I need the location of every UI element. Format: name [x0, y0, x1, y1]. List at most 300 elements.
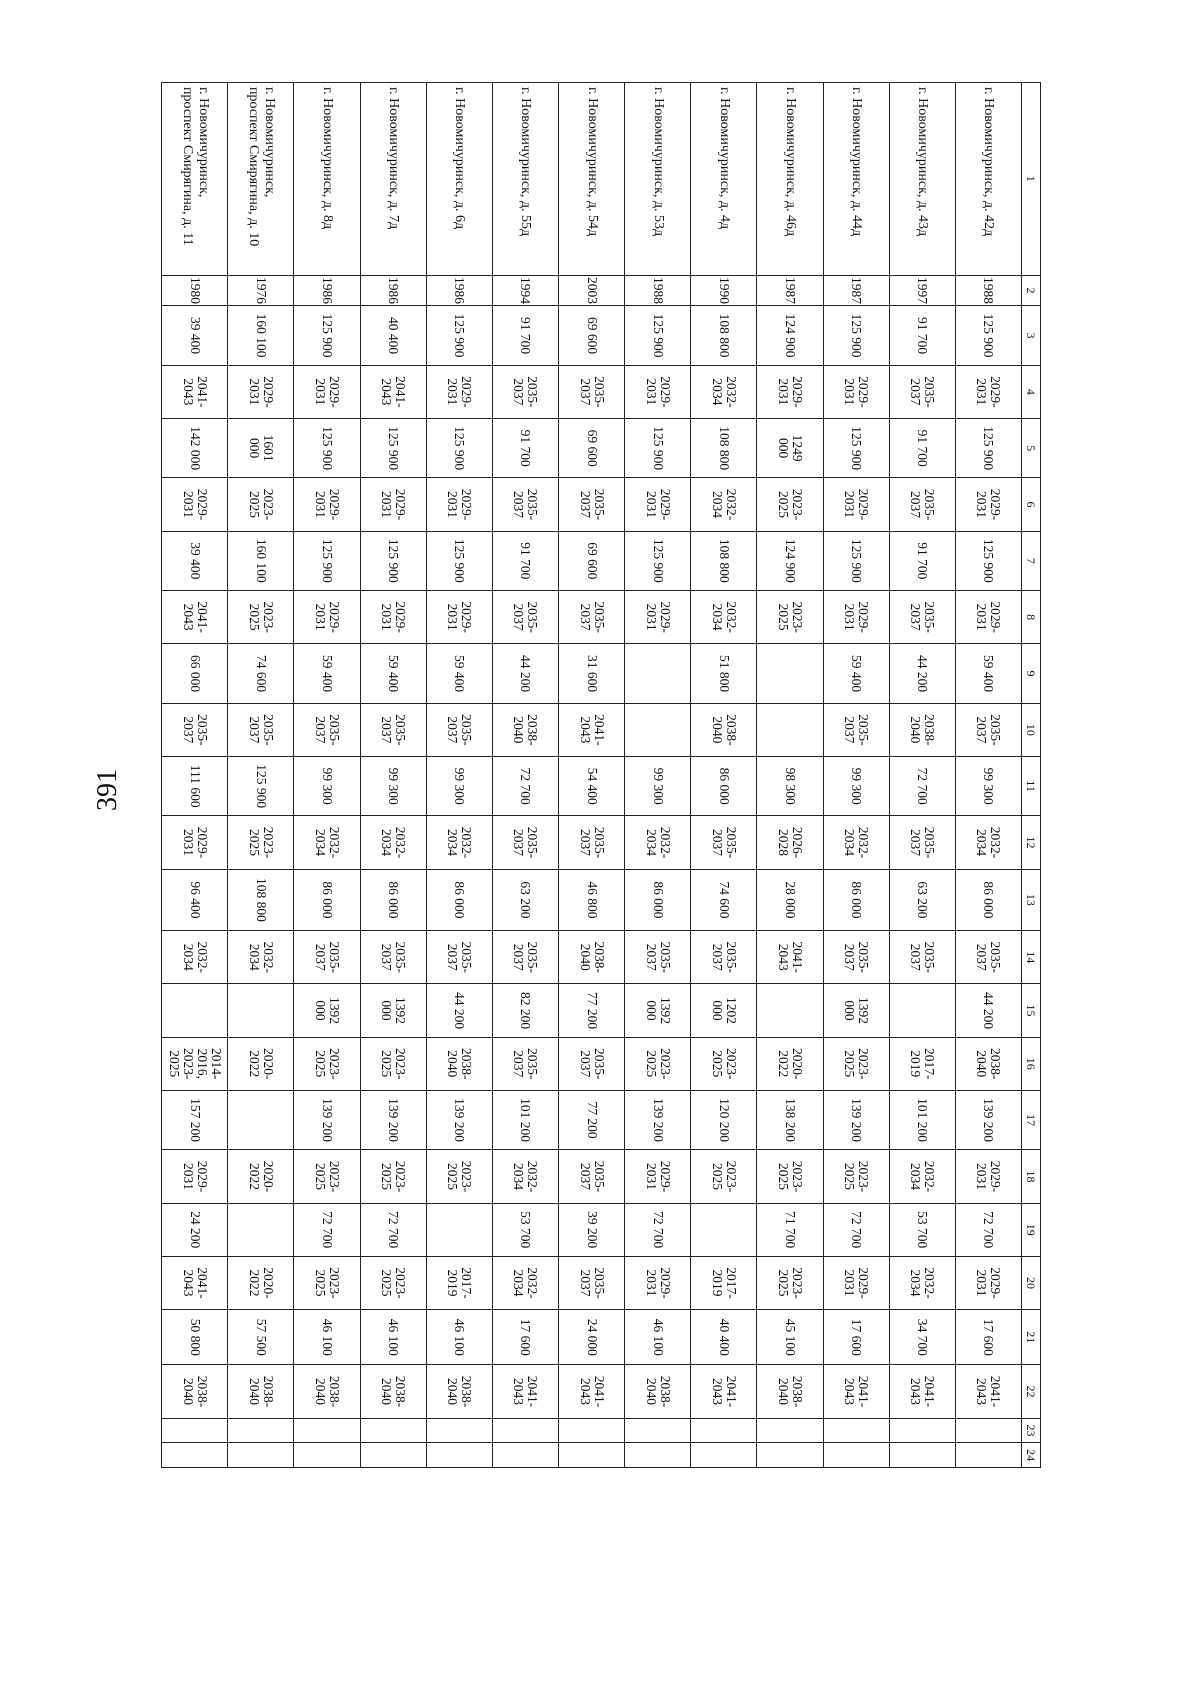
table-cell: 2029- 2031 [757, 365, 823, 418]
table-cell: 125 900 [955, 418, 1021, 477]
table-cell: 1986 [360, 275, 426, 306]
table-cell: 1976 [228, 275, 294, 306]
table-cell: 2035- 2037 [492, 931, 558, 984]
table-cell: 2035- 2037 [691, 816, 757, 869]
table-cell: 2038- 2040 [426, 1365, 492, 1418]
column-header: 16 [1022, 1037, 1041, 1090]
table-cell: 2035- 2037 [559, 1256, 625, 1309]
table-cell: 2029- 2031 [360, 591, 426, 644]
table-cell: 2035- 2037 [955, 703, 1021, 756]
table-cell: 2041- 2043 [889, 1365, 955, 1418]
table-row [162, 83, 228, 1468]
table-cell [492, 1443, 558, 1468]
column-header: 20 [1022, 1256, 1041, 1309]
table-cell: 45 100 [757, 1310, 823, 1365]
table-cell: 2038- 2040 [228, 1365, 294, 1418]
table-cell: 2023- 2025 [360, 1150, 426, 1203]
table-cell: 2035- 2037 [492, 478, 558, 531]
table-cell: 2038- 2040 [162, 1365, 228, 1418]
table-cell [360, 1418, 426, 1443]
address-cell: г. Новомичуринск, проспект Смирягина, д. 10 [228, 83, 294, 276]
table-cell: 125 900 [955, 531, 1021, 590]
column-header: 7 [1022, 531, 1041, 590]
table-cell: 2041- 2043 [691, 1365, 757, 1418]
table-cell: 2041- 2043 [823, 1365, 889, 1418]
table-cell [625, 1443, 691, 1468]
table-cell: 44 200 [889, 644, 955, 703]
table-cell: 2032- 2034 [691, 591, 757, 644]
table-cell: 2029- 2031 [625, 1150, 691, 1203]
table-cell: 2029- 2031 [294, 365, 360, 418]
table-cell: 2023- 2025 [228, 816, 294, 869]
table-row [426, 83, 492, 1468]
table-cell: 2032- 2034 [426, 816, 492, 869]
table-cell: 1392 000 [625, 984, 691, 1037]
table-cell: 28 000 [757, 869, 823, 930]
table-cell [691, 1203, 757, 1256]
table-cell: 71 700 [757, 1203, 823, 1256]
table-cell: 46 100 [360, 1310, 426, 1365]
table-cell: 2035- 2037 [228, 703, 294, 756]
table-cell: 2032- 2034 [360, 816, 426, 869]
table-cell: 59 400 [294, 644, 360, 703]
table-cell: 2032- 2034 [691, 365, 757, 418]
table-cell: 1994 [492, 275, 558, 306]
address-cell: г. Новомичуринск, д. 46д [757, 83, 823, 276]
table-row [889, 83, 955, 1468]
table-cell: 125 900 [823, 306, 889, 365]
table-cell: 2035- 2037 [294, 703, 360, 756]
table-cell: 2035- 2037 [559, 478, 625, 531]
table-cell: 2041- 2043 [162, 365, 228, 418]
table-cell: 2041- 2043 [955, 1365, 1021, 1418]
table-cell: 2029- 2031 [625, 478, 691, 531]
table-cell: 17 600 [492, 1310, 558, 1365]
table-cell: 2023- 2025 [228, 478, 294, 531]
table-cell: 1392 000 [294, 984, 360, 1037]
table-cell [625, 644, 691, 703]
table-cell: 2041- 2043 [492, 1365, 558, 1418]
address-cell: г. Новомичуринск, д. 43д [889, 83, 955, 276]
table-cell: 2035- 2037 [691, 931, 757, 984]
table-cell: 2023- 2025 [360, 1256, 426, 1309]
table-cell: 59 400 [955, 644, 1021, 703]
table-cell [294, 1418, 360, 1443]
column-header: 23 [1022, 1418, 1041, 1443]
table-cell: 125 900 [625, 306, 691, 365]
table-cell: 54 400 [559, 756, 625, 815]
table-cell: 2023- 2025 [294, 1037, 360, 1090]
table-cell: 111 600 [162, 756, 228, 815]
table-cell: 86 000 [691, 756, 757, 815]
table-cell: 2029- 2031 [823, 1256, 889, 1309]
table-cell: 2035- 2037 [559, 365, 625, 418]
table-cell: 77 200 [559, 1090, 625, 1149]
table-cell [228, 984, 294, 1037]
table-cell: 69 600 [559, 306, 625, 365]
table-cell: 46 800 [559, 869, 625, 930]
table-cell: 99 300 [823, 756, 889, 815]
table-cell: 72 700 [360, 1203, 426, 1256]
table-cell: 2023- 2025 [426, 1150, 492, 1203]
table-cell [228, 1443, 294, 1468]
table-cell [955, 1418, 1021, 1443]
table-cell: 46 100 [294, 1310, 360, 1365]
table-cell: 2035- 2037 [492, 1037, 558, 1090]
table-cell: 2041- 2043 [559, 703, 625, 756]
table-cell: 2023- 2025 [294, 1150, 360, 1203]
table-cell: 59 400 [823, 644, 889, 703]
table-cell [757, 703, 823, 756]
table-cell: 2029- 2031 [955, 1256, 1021, 1309]
address-cell: г. Новомичуринск, д. 7д [360, 83, 426, 276]
table-cell: 2038- 2040 [955, 1037, 1021, 1090]
column-header: 9 [1022, 644, 1041, 703]
table-cell: 59 400 [360, 644, 426, 703]
table-cell: 2032- 2034 [294, 816, 360, 869]
table-cell: 125 900 [294, 531, 360, 590]
table-cell: 1987 [823, 275, 889, 306]
table-cell [228, 1418, 294, 1443]
table-cell: 40 400 [691, 1310, 757, 1365]
address-cell: г. Новомичуринск, д. 55д [492, 83, 558, 276]
table-cell: 1988 [955, 275, 1021, 306]
table-cell: 2023- 2025 [757, 478, 823, 531]
table-cell: 1249 000 [757, 418, 823, 477]
table-cell: 2035- 2037 [823, 703, 889, 756]
table-cell: 1601 000 [228, 418, 294, 477]
table-cell: 2023- 2025 [823, 1037, 889, 1090]
table-cell: 2020- 2022 [228, 1256, 294, 1309]
table-cell: 82 200 [492, 984, 558, 1037]
table-cell: 2032- 2034 [823, 816, 889, 869]
table-cell: 2023- 2025 [823, 1150, 889, 1203]
table-cell: 2032- 2034 [889, 1256, 955, 1309]
table-cell: 63 200 [889, 869, 955, 930]
table-cell: 2029- 2031 [955, 591, 1021, 644]
table-cell: 2035- 2037 [162, 703, 228, 756]
table-cell: 74 600 [228, 644, 294, 703]
table-cell: 2017- 2019 [691, 1256, 757, 1309]
table-cell [228, 1203, 294, 1256]
table-row [955, 83, 1021, 1468]
table-cell: 2035- 2037 [889, 591, 955, 644]
table-cell: 46 100 [426, 1310, 492, 1365]
table-cell [823, 1418, 889, 1443]
table-cell [294, 1443, 360, 1468]
table-cell: 2038- 2040 [889, 703, 955, 756]
column-header: 3 [1022, 306, 1041, 365]
table-cell [426, 1203, 492, 1256]
column-header: 21 [1022, 1310, 1041, 1365]
column-header: 24 [1022, 1443, 1041, 1468]
column-header: 5 [1022, 418, 1041, 477]
table-cell: 2029- 2031 [823, 478, 889, 531]
table-cell: 125 900 [360, 531, 426, 590]
table-cell: 2014- 2016, 2023- 2025 [162, 1037, 228, 1090]
table-cell [360, 1443, 426, 1468]
address-cell: г. Новомичуринск, д. 42д [955, 83, 1021, 276]
table-cell: 108 800 [691, 531, 757, 590]
table-cell: 72 700 [823, 1203, 889, 1256]
table-cell: 24 000 [559, 1310, 625, 1365]
table-row [492, 83, 558, 1468]
table-cell: 57 500 [228, 1310, 294, 1365]
table-cell: 139 200 [360, 1090, 426, 1149]
table-cell: 17 600 [955, 1310, 1021, 1365]
table-cell [823, 1443, 889, 1468]
table-cell: 2029- 2031 [426, 365, 492, 418]
table-cell: 40 400 [360, 306, 426, 365]
table-cell: 39 200 [559, 1203, 625, 1256]
table-cell: 2035- 2037 [889, 931, 955, 984]
table-cell: 77 200 [559, 984, 625, 1037]
column-header: 12 [1022, 816, 1041, 869]
table-cell: 160 100 [228, 531, 294, 590]
column-header: 6 [1022, 478, 1041, 531]
table-cell: 125 900 [426, 418, 492, 477]
table-row [559, 83, 625, 1468]
table-cell: 2032- 2034 [625, 816, 691, 869]
table-cell [889, 984, 955, 1037]
table-cell: 2032- 2034 [228, 931, 294, 984]
table-cell: 139 200 [625, 1090, 691, 1149]
column-header: 17 [1022, 1090, 1041, 1149]
table-cell [955, 1443, 1021, 1468]
table-cell: 51 800 [691, 644, 757, 703]
table-cell [559, 1443, 625, 1468]
table-cell: 2029- 2031 [955, 478, 1021, 531]
table-cell: 125 900 [426, 531, 492, 590]
table-cell: 2032- 2034 [889, 1150, 955, 1203]
table-cell: 50 800 [162, 1310, 228, 1365]
table-cell: 2023- 2025 [757, 1150, 823, 1203]
table-cell [691, 1418, 757, 1443]
table-cell: 2029- 2031 [162, 816, 228, 869]
column-header: 15 [1022, 984, 1041, 1037]
table-cell: 2029- 2031 [625, 1256, 691, 1309]
table-cell: 2029- 2031 [823, 365, 889, 418]
page-number: 391 [92, 769, 123, 811]
table-cell: 1980 [162, 275, 228, 306]
table-cell: 2023- 2025 [228, 591, 294, 644]
address-cell: г. Новомичуринск, д. 44д [823, 83, 889, 276]
table-cell: 125 900 [294, 306, 360, 365]
table-cell: 108 800 [228, 869, 294, 930]
table-cell: 2029- 2031 [294, 591, 360, 644]
table-cell: 2032- 2034 [955, 816, 1021, 869]
table-row [228, 83, 294, 1468]
table-cell: 124 900 [757, 531, 823, 590]
table-cell: 17 600 [823, 1310, 889, 1365]
table-cell: 91 700 [492, 531, 558, 590]
table-cell: 120 200 [691, 1090, 757, 1149]
table-cell: 2023- 2025 [691, 1037, 757, 1090]
table-cell: 2035- 2037 [889, 478, 955, 531]
table-cell: 2029- 2031 [625, 591, 691, 644]
table-cell: 2029- 2031 [955, 1150, 1021, 1203]
table-cell: 99 300 [360, 756, 426, 815]
table-cell: 91 700 [889, 306, 955, 365]
table-cell: 2029- 2031 [823, 591, 889, 644]
table-cell: 2029- 2031 [228, 365, 294, 418]
table-cell: 2023- 2025 [691, 1150, 757, 1203]
table-cell [559, 1418, 625, 1443]
table-cell: 101 200 [889, 1090, 955, 1149]
address-cell: г. Новомичуринск, д. 6д [426, 83, 492, 276]
table-cell: 2032- 2034 [691, 478, 757, 531]
table-cell: 139 200 [426, 1090, 492, 1149]
table-cell: 2035- 2037 [492, 365, 558, 418]
table-cell: 2029- 2031 [162, 1150, 228, 1203]
table-cell: 2038- 2040 [691, 703, 757, 756]
table-cell: 125 900 [955, 306, 1021, 365]
table-cell: 72 700 [492, 756, 558, 815]
table-cell: 125 900 [625, 531, 691, 590]
table-cell [625, 703, 691, 756]
table-cell: 2035- 2037 [889, 816, 955, 869]
address-cell: г. Новомичуринск, д. 4д [691, 83, 757, 276]
table-cell: 2041- 2043 [757, 931, 823, 984]
table-cell: 74 600 [691, 869, 757, 930]
table-cell: 2017- 2019 [426, 1256, 492, 1309]
table-row [294, 83, 360, 1468]
table-cell: 86 000 [823, 869, 889, 930]
table-cell: 2035- 2037 [492, 591, 558, 644]
table-cell: 125 900 [360, 418, 426, 477]
table-cell: 2029- 2031 [162, 478, 228, 531]
table-cell: 2029- 2031 [955, 365, 1021, 418]
table-cell: 2029- 2031 [426, 591, 492, 644]
table-cell: 2038- 2040 [757, 1365, 823, 1418]
table-cell: 86 000 [955, 869, 1021, 930]
table-cell: 72 700 [625, 1203, 691, 1256]
table-cell: 72 700 [955, 1203, 1021, 1256]
table-cell: 101 200 [492, 1090, 558, 1149]
table-cell: 160 100 [228, 306, 294, 365]
table-cell: 125 900 [426, 306, 492, 365]
table-cell: 2032- 2034 [492, 1256, 558, 1309]
table-cell: 2035- 2037 [294, 931, 360, 984]
table-cell: 2029- 2031 [294, 478, 360, 531]
table-cell [426, 1443, 492, 1468]
table-cell [228, 1090, 294, 1149]
table-cell: 69 600 [559, 531, 625, 590]
table-cell [162, 984, 228, 1037]
table-cell: 2035- 2037 [360, 931, 426, 984]
table-cell: 44 200 [492, 644, 558, 703]
table-cell: 138 200 [757, 1090, 823, 1149]
table-cell: 125 900 [228, 756, 294, 815]
table-cell [889, 1443, 955, 1468]
table-cell: 2035- 2037 [426, 703, 492, 756]
header-row [1022, 83, 1041, 1468]
table-cell [757, 644, 823, 703]
table-cell: 44 200 [426, 984, 492, 1037]
table-cell: 2038- 2040 [625, 1365, 691, 1418]
table-cell: 139 200 [955, 1090, 1021, 1149]
table-cell: 63 200 [492, 869, 558, 930]
table-cell: 157 200 [162, 1090, 228, 1149]
table-cell [162, 1418, 228, 1443]
table-cell: 98 300 [757, 756, 823, 815]
table-cell: 2041- 2043 [162, 591, 228, 644]
table-cell: 91 700 [889, 531, 955, 590]
table-cell: 1986 [426, 275, 492, 306]
table-cell: 125 900 [823, 418, 889, 477]
table-cell: 2041- 2043 [360, 365, 426, 418]
table-cell [757, 984, 823, 1037]
address-cell: г. Новомичуринск, д. 53д [625, 83, 691, 276]
table-cell: 96 400 [162, 869, 228, 930]
column-header: 4 [1022, 365, 1041, 418]
column-header: 8 [1022, 591, 1041, 644]
column-header: 11 [1022, 756, 1041, 815]
table-cell: 2023- 2025 [757, 1256, 823, 1309]
table-cell: 1987 [757, 275, 823, 306]
table-cell: 2035- 2037 [426, 931, 492, 984]
table-cell: 2041- 2043 [162, 1256, 228, 1309]
table-cell: 2035- 2037 [492, 816, 558, 869]
table-cell [757, 1418, 823, 1443]
table-cell: 72 700 [294, 1203, 360, 1256]
table-cell: 125 900 [823, 531, 889, 590]
table-cell: 2035- 2037 [559, 1150, 625, 1203]
table-cell [889, 1418, 955, 1443]
table-cell: 2029- 2031 [625, 365, 691, 418]
table-cell: 2035- 2037 [823, 931, 889, 984]
table-row [823, 83, 889, 1468]
table-cell: 31 600 [559, 644, 625, 703]
table-cell [492, 1418, 558, 1443]
table-cell: 99 300 [625, 756, 691, 815]
table-cell: 2041- 2043 [559, 1365, 625, 1418]
table-cell: 2032- 2034 [492, 1150, 558, 1203]
table-cell: 2035- 2037 [360, 703, 426, 756]
table-cell: 2035- 2037 [955, 931, 1021, 984]
table-cell: 86 000 [360, 869, 426, 930]
column-header: 18 [1022, 1150, 1041, 1203]
table-cell: 91 700 [492, 306, 558, 365]
table-cell: 125 900 [294, 418, 360, 477]
table-row [757, 83, 823, 1468]
table-cell: 2029- 2031 [426, 478, 492, 531]
table-cell: 139 200 [823, 1090, 889, 1149]
table-row [691, 83, 757, 1468]
table-cell: 1986 [294, 275, 360, 306]
table-cell: 2032- 2034 [162, 931, 228, 984]
table-row [360, 83, 426, 1468]
table-cell [625, 1418, 691, 1443]
table-cell: 2038- 2040 [492, 703, 558, 756]
table-cell: 24 200 [162, 1203, 228, 1256]
table-cell [426, 1418, 492, 1443]
table-cell: 124 900 [757, 306, 823, 365]
table-cell: 2026- 2028 [757, 816, 823, 869]
column-header: 13 [1022, 869, 1041, 930]
table-cell: 2038- 2040 [559, 931, 625, 984]
table-cell: 108 800 [691, 306, 757, 365]
table-cell: 1392 000 [823, 984, 889, 1037]
table-cell: 2035- 2037 [625, 931, 691, 984]
address-cell: г. Новомичуринск, проспект Смирягина, д. 11 [162, 83, 228, 276]
table-cell: 2038- 2040 [294, 1365, 360, 1418]
table-cell: 1990 [691, 275, 757, 306]
table-cell: 86 000 [625, 869, 691, 930]
table-cell: 34 700 [889, 1310, 955, 1365]
table-cell: 108 800 [691, 418, 757, 477]
table-cell [691, 1443, 757, 1468]
